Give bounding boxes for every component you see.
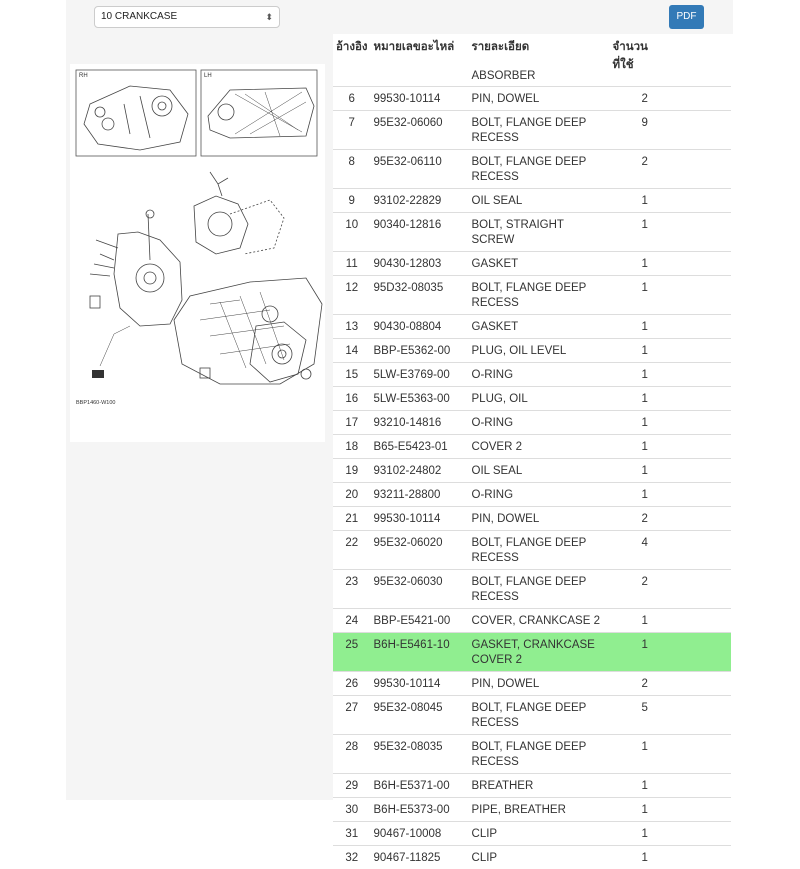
row-quantity: 2 bbox=[610, 150, 731, 189]
row-part-number: 93102-24802 bbox=[371, 459, 469, 483]
row-ref: 22 bbox=[333, 531, 371, 570]
table-row[interactable] bbox=[333, 339, 731, 363]
row-quantity: 1 bbox=[610, 276, 731, 315]
table-row[interactable] bbox=[333, 459, 731, 483]
section-select-value: 10 CRANKCASE bbox=[101, 11, 177, 22]
row-part-number: 90430-12803 bbox=[371, 252, 469, 276]
table-row[interactable] bbox=[333, 387, 731, 411]
row-ref: 19 bbox=[333, 459, 371, 483]
row-description: GASKET bbox=[469, 252, 610, 276]
row-part-number: 95E32-08035 bbox=[371, 735, 469, 774]
table-row[interactable] bbox=[333, 735, 731, 774]
rh-inset-box bbox=[76, 70, 196, 156]
row-part-number: 95D32-08035 bbox=[371, 276, 469, 315]
row-description: BOLT, FLANGE DEEP RECESS bbox=[469, 696, 610, 735]
row-ref: 9 bbox=[333, 189, 371, 213]
row-ref: 17 bbox=[333, 411, 371, 435]
table-row[interactable] bbox=[333, 363, 731, 387]
row-ref: 20 bbox=[333, 483, 371, 507]
parts-table-container bbox=[333, 34, 733, 800]
row-description: PIPE, BREATHER bbox=[469, 798, 610, 822]
row-ref: 11 bbox=[333, 252, 371, 276]
table-row[interactable] bbox=[333, 150, 731, 189]
table-row[interactable] bbox=[333, 315, 731, 339]
row-description: BOLT, FLANGE DEEP RECESS bbox=[469, 531, 610, 570]
header-quantity: จำนวน ที่ใช้ bbox=[610, 34, 731, 87]
row-part-number: 99530-10114 bbox=[371, 507, 469, 531]
row-description: BOLT, FLANGE DEEP RECESS bbox=[469, 150, 610, 189]
row-quantity: 1 bbox=[610, 189, 731, 213]
row-description: BOLT, STRAIGHT SCREW bbox=[469, 213, 610, 252]
table-row[interactable] bbox=[333, 672, 731, 696]
rh-label: RH bbox=[79, 73, 88, 79]
table-row[interactable] bbox=[333, 111, 731, 150]
row-ref: 30 bbox=[333, 798, 371, 822]
row-description: BREATHER bbox=[469, 774, 610, 798]
table-row[interactable] bbox=[333, 276, 731, 315]
table-row[interactable] bbox=[333, 846, 731, 869]
row-ref: 15 bbox=[333, 363, 371, 387]
table-header-row bbox=[333, 34, 731, 87]
table-row[interactable] bbox=[333, 609, 731, 633]
row-description: OIL SEAL bbox=[469, 189, 610, 213]
diagram-code: BBP1460-W100 bbox=[76, 400, 115, 406]
row-quantity: 1 bbox=[610, 339, 731, 363]
row-part-number: 95E32-06060 bbox=[371, 111, 469, 150]
row-part-number: BBP-E5421-00 bbox=[371, 609, 469, 633]
row-quantity: 1 bbox=[610, 822, 731, 846]
table-row[interactable] bbox=[333, 435, 731, 459]
carry-over-description: ABSORBER bbox=[472, 70, 607, 82]
row-part-number: 90430-08804 bbox=[371, 315, 469, 339]
row-part-number: 93102-22829 bbox=[371, 189, 469, 213]
row-quantity: 2 bbox=[610, 507, 731, 531]
row-ref: 27 bbox=[333, 696, 371, 735]
row-description: CLIP bbox=[469, 822, 610, 846]
pdf-button[interactable]: PDF bbox=[669, 5, 704, 29]
table-row[interactable] bbox=[333, 213, 731, 252]
row-ref: 24 bbox=[333, 609, 371, 633]
row-description: OIL SEAL bbox=[469, 459, 610, 483]
row-quantity: 1 bbox=[610, 633, 731, 672]
row-part-number: 95E32-06020 bbox=[371, 531, 469, 570]
row-part-number: 5LW-E5363-00 bbox=[371, 387, 469, 411]
row-ref: 13 bbox=[333, 315, 371, 339]
row-part-number: 90467-11825 bbox=[371, 846, 469, 869]
row-ref: 21 bbox=[333, 507, 371, 531]
row-quantity: 2 bbox=[610, 570, 731, 609]
table-row[interactable] bbox=[333, 252, 731, 276]
row-part-number: B6H-E5371-00 bbox=[371, 774, 469, 798]
row-quantity: 2 bbox=[610, 87, 731, 111]
table-row[interactable] bbox=[333, 633, 731, 672]
row-quantity: 9 bbox=[610, 111, 731, 150]
row-description: PIN, DOWEL bbox=[469, 87, 610, 111]
row-ref: 8 bbox=[333, 150, 371, 189]
row-description: BOLT, FLANGE DEEP RECESS bbox=[469, 735, 610, 774]
row-description: BOLT, FLANGE DEEP RECESS bbox=[469, 276, 610, 315]
updown-chevron-icon: ⬍ bbox=[265, 7, 273, 27]
header-part-number: หมายเลขอะไหล่ bbox=[371, 34, 469, 87]
row-description: PLUG, OIL bbox=[469, 387, 610, 411]
row-quantity: 1 bbox=[610, 387, 731, 411]
row-description: PIN, DOWEL bbox=[469, 507, 610, 531]
row-part-number: 95E32-08045 bbox=[371, 696, 469, 735]
row-quantity: 1 bbox=[610, 735, 731, 774]
parts-table bbox=[333, 34, 731, 869]
row-quantity: 2 bbox=[610, 672, 731, 696]
table-row[interactable] bbox=[333, 822, 731, 846]
table-row[interactable] bbox=[333, 531, 731, 570]
row-quantity: 1 bbox=[610, 213, 731, 252]
row-part-number: BBP-E5362-00 bbox=[371, 339, 469, 363]
row-quantity: 1 bbox=[610, 363, 731, 387]
section-select[interactable] bbox=[94, 6, 280, 28]
row-description: COVER 2 bbox=[469, 435, 610, 459]
row-quantity: 1 bbox=[610, 609, 731, 633]
row-part-number: 93211-28800 bbox=[371, 483, 469, 507]
row-part-number: 93210-14816 bbox=[371, 411, 469, 435]
row-ref: 32 bbox=[333, 846, 371, 869]
row-quantity: 1 bbox=[610, 774, 731, 798]
row-description: PLUG, OIL LEVEL bbox=[469, 339, 610, 363]
row-quantity: 1 bbox=[610, 411, 731, 435]
row-quantity: 1 bbox=[610, 435, 731, 459]
row-part-number: 90467-10008 bbox=[371, 822, 469, 846]
row-ref: 7 bbox=[333, 111, 371, 150]
row-ref: 29 bbox=[333, 774, 371, 798]
row-part-number: 90340-12816 bbox=[371, 213, 469, 252]
header-description-label: รายละเอียด bbox=[472, 41, 530, 53]
row-quantity: 5 bbox=[610, 696, 731, 735]
row-description: BOLT, FLANGE DEEP RECESS bbox=[469, 570, 610, 609]
lh-label: LH bbox=[204, 73, 212, 79]
row-ref: 16 bbox=[333, 387, 371, 411]
row-ref: 28 bbox=[333, 735, 371, 774]
row-quantity: 1 bbox=[610, 252, 731, 276]
row-part-number: 99530-10114 bbox=[371, 87, 469, 111]
row-ref: 25 bbox=[333, 633, 371, 672]
crankcase-exploded-diagram[interactable] bbox=[70, 64, 325, 442]
row-ref: 31 bbox=[333, 822, 371, 846]
row-ref: 10 bbox=[333, 213, 371, 252]
row-description: CLIP bbox=[469, 846, 610, 869]
table-row[interactable] bbox=[333, 798, 731, 822]
table-row[interactable] bbox=[333, 483, 731, 507]
table-row[interactable] bbox=[333, 87, 731, 111]
row-part-number: 5LW-E3769-00 bbox=[371, 363, 469, 387]
table-row[interactable] bbox=[333, 507, 731, 531]
row-description: O-RING bbox=[469, 483, 610, 507]
row-ref: 6 bbox=[333, 87, 371, 111]
row-quantity: 1 bbox=[610, 483, 731, 507]
row-ref: 26 bbox=[333, 672, 371, 696]
row-ref: 23 bbox=[333, 570, 371, 609]
table-row[interactable] bbox=[333, 189, 731, 213]
row-description: GASKET bbox=[469, 315, 610, 339]
row-part-number: B6H-E5461-10 bbox=[371, 633, 469, 672]
row-part-number: B65-E5423-01 bbox=[371, 435, 469, 459]
row-part-number: 99530-10114 bbox=[371, 672, 469, 696]
row-description: O-RING bbox=[469, 411, 610, 435]
row-description: O-RING bbox=[469, 363, 610, 387]
row-ref: 18 bbox=[333, 435, 371, 459]
row-ref: 12 bbox=[333, 276, 371, 315]
header-description bbox=[469, 34, 610, 87]
row-part-number: B6H-E5373-00 bbox=[371, 798, 469, 822]
table-row[interactable] bbox=[333, 774, 731, 798]
row-description: PIN, DOWEL bbox=[469, 672, 610, 696]
row-description: GASKET, CRANKCASE COVER 2 bbox=[469, 633, 610, 672]
table-row[interactable] bbox=[333, 411, 731, 435]
row-part-number: 95E32-06110 bbox=[371, 150, 469, 189]
row-quantity: 4 bbox=[610, 531, 731, 570]
row-description: BOLT, FLANGE DEEP RECESS bbox=[469, 111, 610, 150]
row-part-number: 95E32-06030 bbox=[371, 570, 469, 609]
row-description: COVER, CRANKCASE 2 bbox=[469, 609, 610, 633]
table-row[interactable] bbox=[333, 696, 731, 735]
row-quantity: 1 bbox=[610, 798, 731, 822]
table-row[interactable] bbox=[333, 570, 731, 609]
row-quantity: 1 bbox=[610, 846, 731, 869]
row-quantity: 1 bbox=[610, 315, 731, 339]
header-ref: อ้างอิง bbox=[333, 34, 371, 87]
row-ref: 14 bbox=[333, 339, 371, 363]
row-quantity: 1 bbox=[610, 459, 731, 483]
